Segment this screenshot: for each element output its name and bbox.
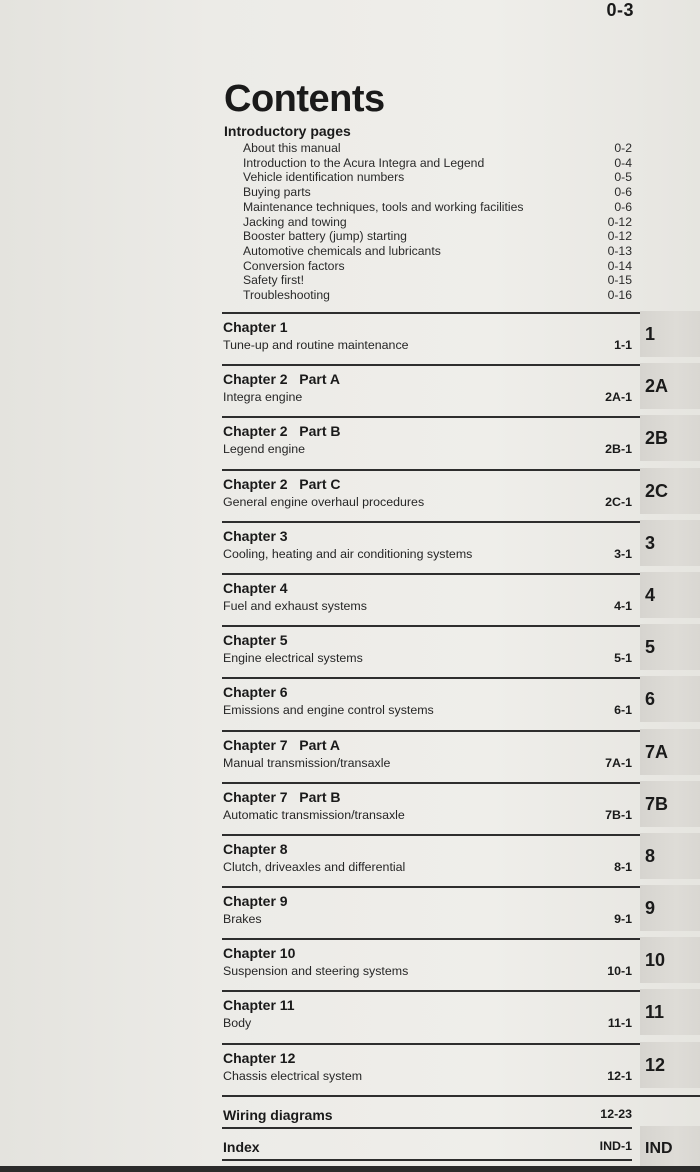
chapter-row[interactable] [222,573,700,625]
intro-item-page: 0-12 [607,229,632,244]
chapter-heading: Chapter 4 [223,579,288,596]
introductory-list [224,141,632,303]
intro-item-page: 0-6 [614,185,632,200]
chapter-page: 1-1 [614,338,632,352]
chapter-heading: Chapter 8 [223,840,288,857]
chapter-page: 7A-1 [605,755,632,770]
chapter-row[interactable] [222,469,700,521]
intro-item[interactable] [224,273,632,288]
chapter-page: 4-1 [614,598,632,613]
intro-item[interactable] [224,259,632,274]
chapter-description: Manual transmission/transaxle [223,755,391,770]
chapter-page: 3-1 [614,546,632,561]
intro-item[interactable] [224,244,632,259]
chapter-page: 7B-1 [605,807,632,822]
intro-item-page: 0-15 [607,273,632,288]
chapter-description: Brakes [223,912,262,927]
chapter-row[interactable] [222,521,700,573]
chapter-page: 12-1 [607,1068,632,1083]
chapter-page: 2B-1 [605,442,632,457]
intro-item-label: Conversion factors [243,258,345,273]
chapter-row[interactable] [222,886,700,938]
index-tab[interactable]: IND [640,1126,700,1172]
chapter-page: 10-1 [607,964,632,979]
chapter-row[interactable] [222,938,700,990]
intro-item[interactable] [224,229,632,244]
chapter-description: Legend engine [223,442,305,457]
chapter-tab[interactable]: 10 [640,937,700,983]
chapter-heading: Chapter 7 Part A [223,736,340,753]
intro-item-label: Jacking and towing [243,214,347,229]
intro-item-page: 0-16 [607,288,632,303]
chapter-description: Integra engine [223,390,303,405]
intro-item-label: Introduction to the Acura Integra and Legend [243,155,485,170]
chapter-description: General engine overhaul procedures [223,494,425,509]
chapter-page: 5-1 [614,651,632,666]
intro-item-page: 0-13 [607,243,632,258]
intro-item[interactable] [224,288,632,303]
intro-item-label: Troubleshooting [243,288,330,303]
chapter-row[interactable] [222,416,700,468]
intro-item-label: Safety first! [243,273,304,288]
chapter-page: 9-1 [614,912,632,927]
chapter-heading: Chapter 7 Part B [223,788,341,805]
index-row[interactable] [222,1127,673,1161]
intro-item-label: Buying parts [243,185,311,200]
chapter-tab[interactable]: 2A [640,363,700,409]
chapter-tab[interactable]: 5 [640,624,700,670]
wiring-diagrams-row[interactable] [222,1095,700,1127]
intro-item-page: 0-4 [614,155,632,170]
chapter-tab[interactable]: 4 [640,572,700,618]
bottom-edge [0,1166,700,1172]
chapter-list [222,312,700,1161]
index-page: IND-1 [599,1138,632,1153]
intro-item-label: Automotive chemicals and lubricants [243,243,441,258]
chapter-row[interactable] [222,677,700,729]
chapter-heading: Chapter 9 [223,893,288,910]
chapter-tab[interactable]: 12 [640,1042,700,1088]
intro-item[interactable] [224,200,632,215]
chapter-description: Emissions and engine control systems [223,703,434,718]
chapter-row[interactable] [222,990,700,1042]
intro-item-page: 0-14 [607,258,632,273]
chapter-description: Engine electrical systems [223,651,363,666]
page-number: 0-3 [606,0,634,20]
chapter-tab[interactable]: 9 [640,885,700,931]
chapter-heading: Chapter 1 [223,319,288,335]
wiring-diagrams-label: Wiring diagrams [223,1106,333,1123]
intro-item[interactable] [224,141,632,156]
intro-item-label: Maintenance techniques, tools and working facilities [243,199,524,214]
chapter-heading: Chapter 2 Part B [223,423,341,440]
chapter-tab[interactable]: 3 [640,520,700,566]
chapter-page: 11-1 [607,1016,632,1031]
chapter-description: Clutch, driveaxles and differential [223,859,406,874]
intro-item[interactable] [224,215,632,230]
introductory-section [224,123,632,303]
chapter-heading: Chapter 12 [223,1049,296,1066]
intro-item-page: 0-12 [607,214,632,229]
chapter-page: 6-1 [614,703,632,718]
chapter-tab[interactable]: 7A [640,729,700,775]
intro-item-label: Vehicle identification numbers [243,170,405,185]
page-title: Contents [224,78,385,120]
chapter-heading: Chapter 6 [223,684,288,701]
intro-item-label: Booster battery (jump) starting [243,229,407,244]
wiring-diagrams-page: 12-23 [600,1106,632,1121]
chapter-heading: Chapter 2 Part C [223,475,341,492]
intro-item-page: 0-2 [614,141,632,155]
chapter-page: 2C-1 [605,494,632,509]
chapter-row[interactable] [222,364,700,416]
chapter-description: Automatic transmission/transaxle [223,807,405,822]
chapter-row[interactable] [222,834,700,886]
chapter-page: 8-1 [614,859,632,874]
chapter-tab[interactable]: 11 [640,989,700,1035]
chapter-tab[interactable]: 2C [640,468,700,514]
chapter-row[interactable] [222,625,700,677]
intro-item-page: 0-6 [614,199,632,214]
introductory-heading: Introductory pages [224,123,351,139]
chapter-description: Cooling, heating and air conditioning systems [223,546,473,561]
chapter-description: Chassis electrical system [223,1068,363,1083]
intro-item[interactable] [224,156,632,171]
intro-item[interactable] [224,185,632,200]
chapter-tab[interactable]: 6 [640,676,700,722]
chapter-heading: Chapter 5 [223,632,288,649]
chapter-row[interactable] [222,1043,700,1095]
chapter-tab[interactable]: 8 [640,833,700,879]
chapter-heading: Chapter 3 [223,527,288,544]
chapter-description: Suspension and steering systems [223,964,409,979]
chapter-tab[interactable]: 2B [640,415,700,461]
chapter-description: Body [223,1016,252,1031]
chapter-heading: Chapter 10 [223,945,296,962]
chapter-description: Fuel and exhaust systems [223,598,367,613]
chapter-row[interactable] [222,782,700,834]
chapter-tab[interactable]: 7B [640,781,700,827]
chapter-heading: Chapter 2 Part A [223,371,340,388]
index-label: Index [223,1138,260,1155]
intro-item-label: About this manual [243,141,341,155]
chapter-row[interactable] [222,730,700,782]
chapter-row[interactable] [222,312,700,364]
chapter-heading: Chapter 11 [223,997,295,1014]
chapter-page: 2A-1 [605,390,632,405]
chapter-description: Tune-up and routine maintenance [223,338,409,352]
chapter-tab[interactable]: 1 [640,311,700,357]
intro-item[interactable] [224,170,632,185]
intro-item-page: 0-5 [614,170,632,185]
